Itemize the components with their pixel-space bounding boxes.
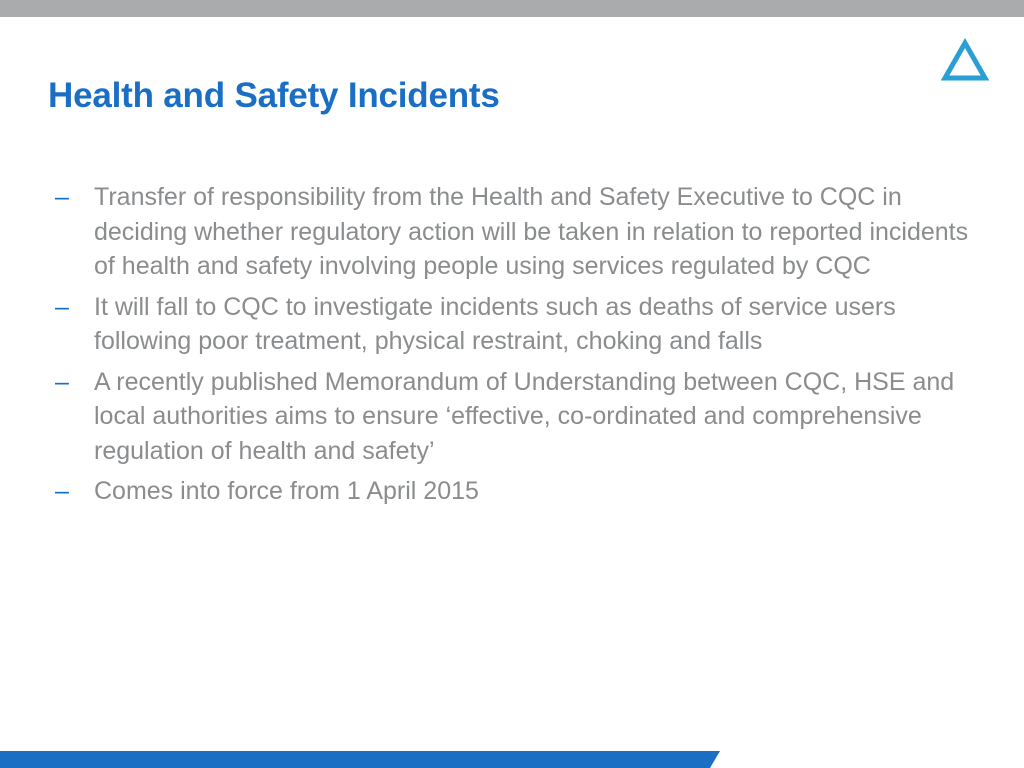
bullet-item [50, 474, 980, 509]
slide-title: Health and Safety Incidents [48, 76, 500, 115]
bullet-text: A recently published Memorandum of Understanding between CQC, HSE and local authorities aims to ensure ‘effective, co-ordinated and comprehensive regulation of health and safety’ [94, 367, 955, 465]
bullet-item [50, 290, 980, 359]
bullet-dash: – [55, 183, 69, 211]
bullet-text: It will fall to CQC to investigate incidents such as deaths of service users following poor treatment, physical restraint, choking and falls [94, 292, 896, 355]
bottom-banner [0, 751, 1024, 768]
bullet-dash: – [55, 367, 69, 396]
bullet-item [50, 180, 980, 284]
triangle-logo-icon [941, 38, 989, 82]
bullet-dash: – [55, 292, 69, 321]
bullet-list [50, 180, 980, 515]
bullet-text: Transfer of responsibility from the Health and Safety Executive to CQC in deciding whether regulatory action will be taken in relation to reported incidents of health and safety involving people using services regulated by CQC [94, 183, 969, 280]
top-banner [0, 0, 1024, 17]
bullet-item [50, 365, 980, 469]
bullet-text: Comes into force from 1 April 2015 [94, 477, 479, 505]
bullet-dash: – [55, 477, 69, 505]
